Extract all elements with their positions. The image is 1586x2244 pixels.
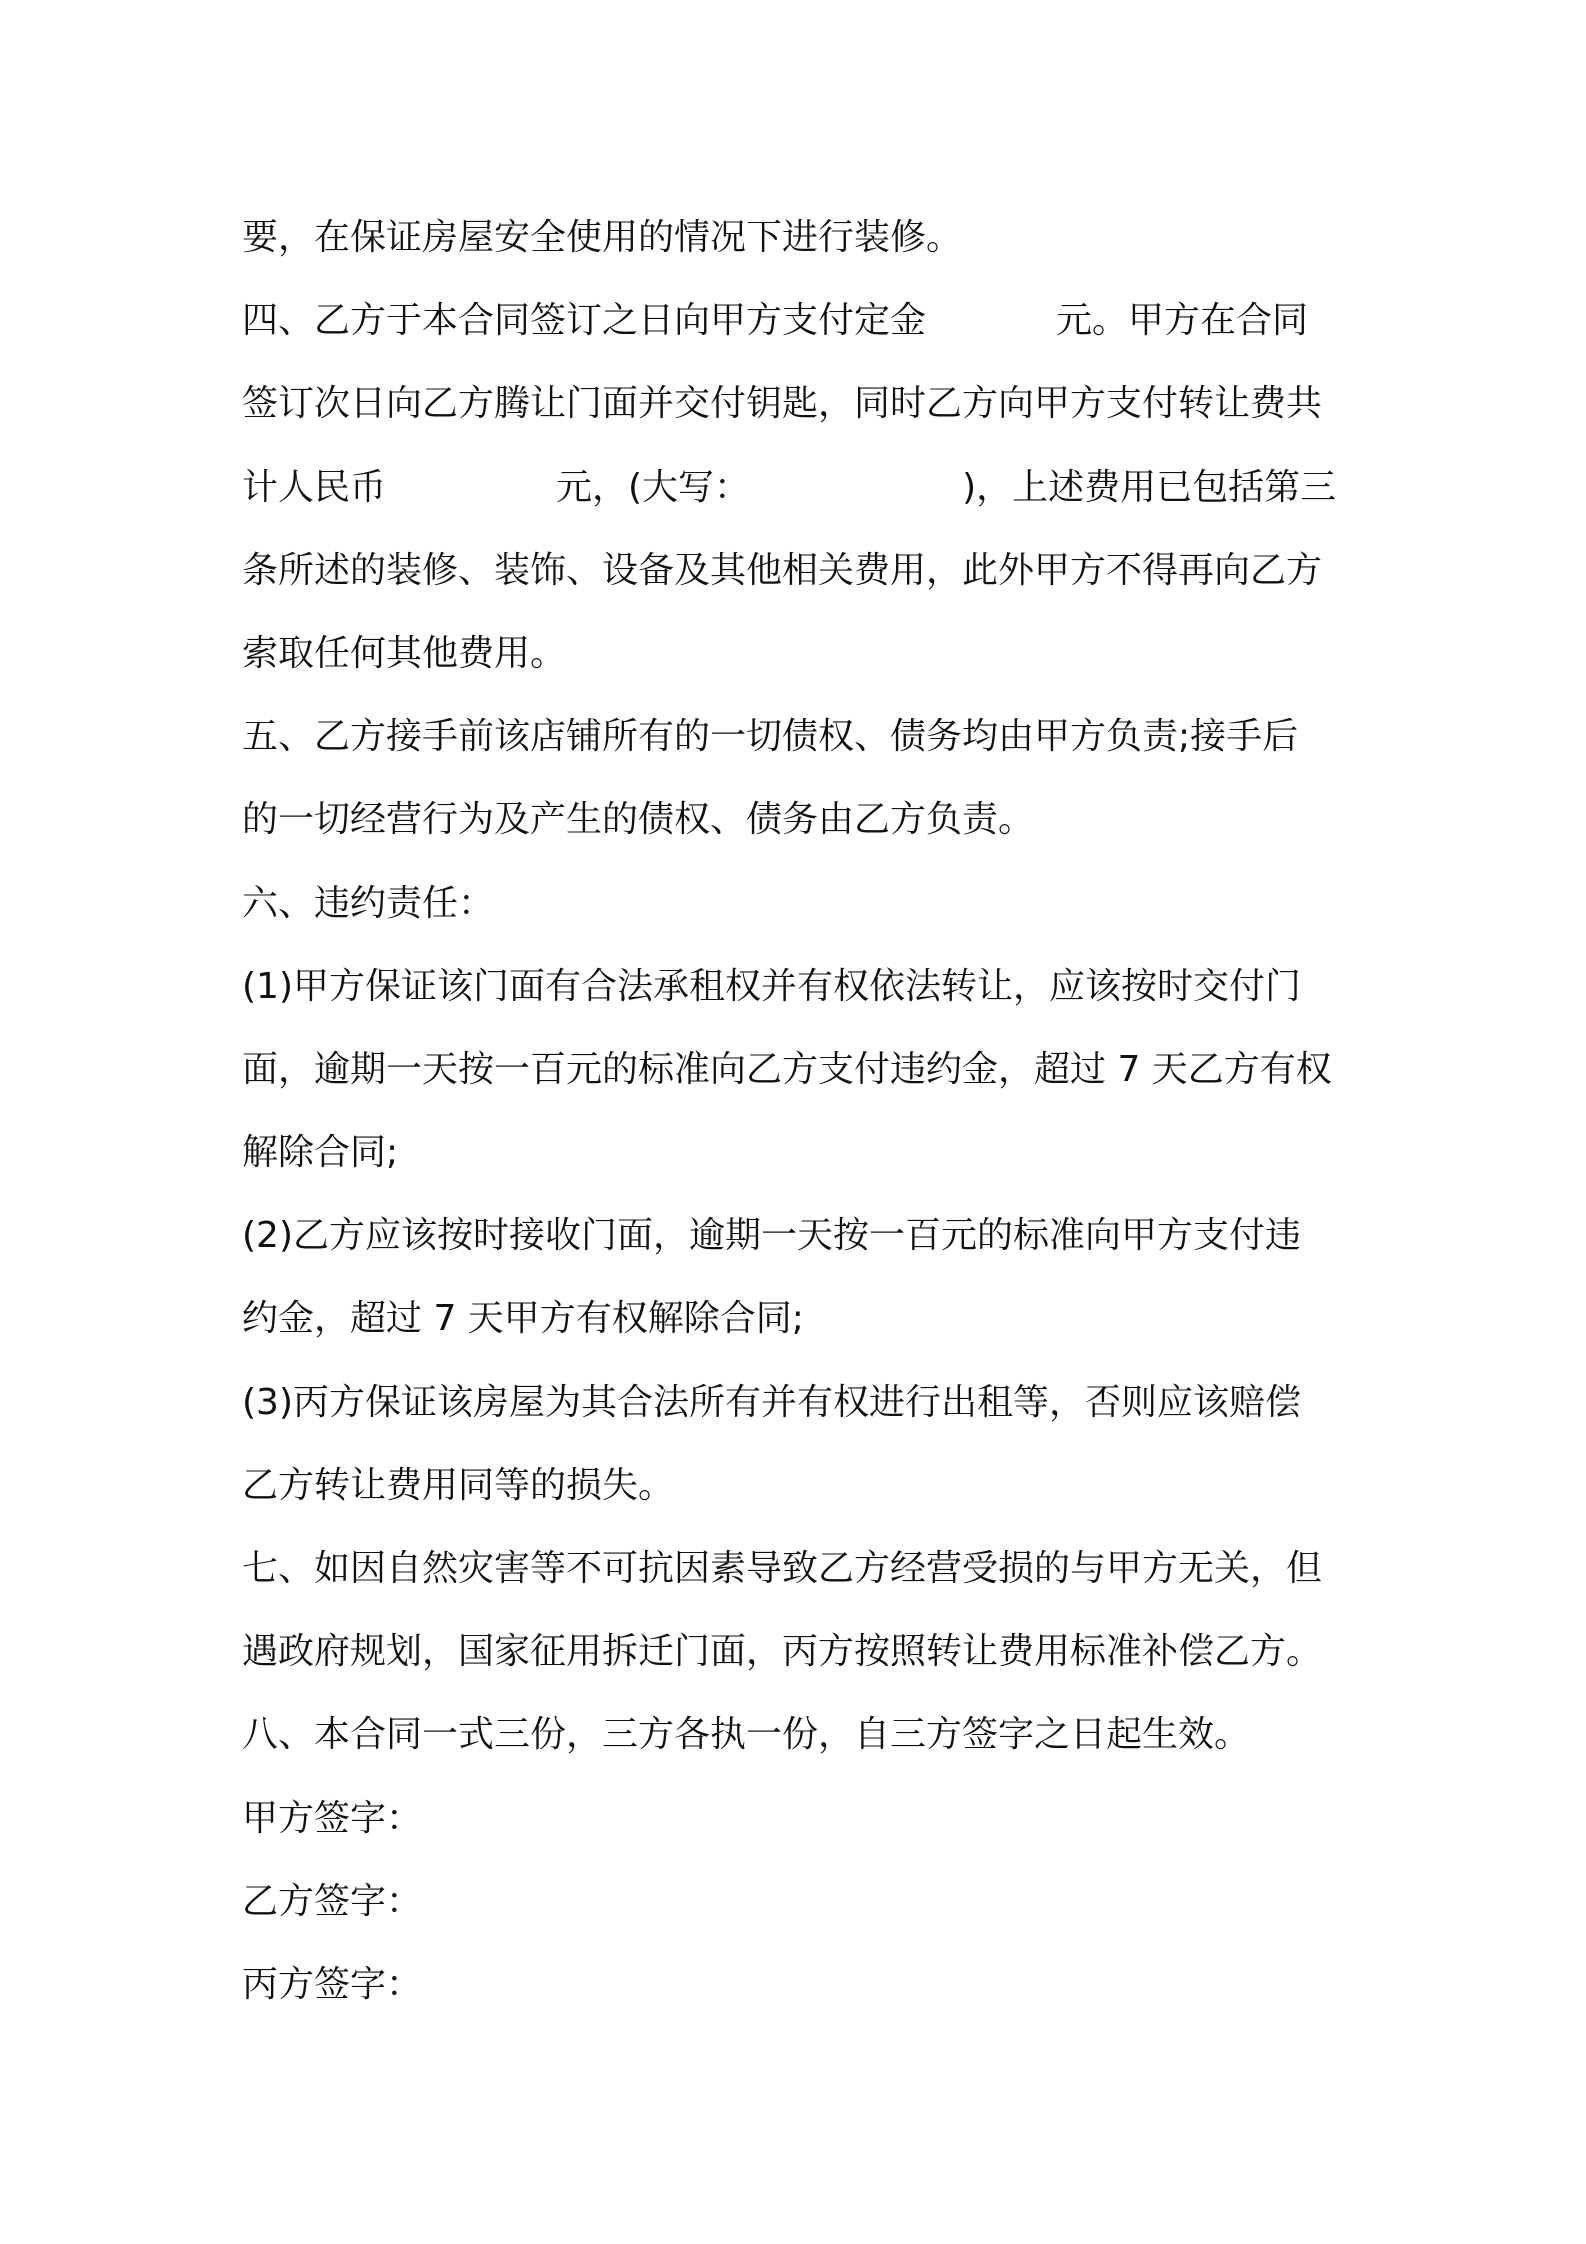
clause-7-line-1: 七、如因自然灾害等不可抗因素导致乙方经营受损的与甲方无关，但: [242, 1548, 1323, 1589]
clause-8: 八、本合同一式三份，三方各执一份，自三方签字之日起生效。: [242, 1714, 1251, 1756]
clause-4-daxie-text: 元，(大写：: [556, 466, 751, 508]
clause-6-item-1-line-3: 解除合同;: [242, 1132, 399, 1174]
clause-5-line-2: 的一切经营行为及产生的债权、债务由乙方负责。: [242, 799, 1035, 841]
clause-6-item-1-line-2: 面，逾期一天按一百元的标准向乙方支付违约金，超过 7 天乙方有权: [242, 1048, 1332, 1090]
party-c-signature-label: 丙方签字：: [242, 1963, 423, 2005]
clause-4-deposit-unit: 元。甲方在合同: [1056, 300, 1309, 342]
clause-6-item-3-line-1: (3)丙方保证该房屋为其合法所有并有权进行出租等，否则应该赔偿: [242, 1381, 1301, 1423]
party-b-signature-label: 乙方签字：: [242, 1880, 423, 1922]
clause-5-line-1: 五、乙方接手前该店铺所有的一切债权、债务均由甲方负责;接手后: [242, 716, 1299, 758]
party-a-signature-label: 甲方签字：: [242, 1797, 423, 1839]
clause-6-heading: 六、违约责任：: [242, 882, 495, 924]
clause-3-continuation: 要，在保证房屋安全使用的情况下进行装修。: [242, 217, 963, 258]
clause-4-deposit-text: 四、乙方于本合同签订之日向甲方支付定金: [242, 300, 927, 342]
clause-7-line-2: 遇政府规划，国家征用拆迁门面，丙方按照转让费用标准补偿乙方。: [242, 1631, 1323, 1673]
clause-6-item-2-line-2: 约金，超过 7 天甲方有权解除合同;: [242, 1298, 804, 1340]
clause-6-item-3-line-2: 乙方转让费用同等的损失。: [242, 1464, 675, 1506]
clause-4-line-1: [242, 279, 1362, 362]
clause-4-line-5: 索取任何其他费用。: [242, 632, 567, 674]
clause-6-item-2-line-1: (2)乙方应该按时接收门面，逾期一天按一百元的标准向甲方支付违: [242, 1215, 1301, 1257]
contract-body: [242, 196, 1362, 2026]
clause-4-line-4: 条所述的装修、装饰、设备及其他相关费用，此外甲方不得再向乙方: [242, 549, 1323, 591]
clause-4-line-2: 签订次日向乙方腾让门面并交付钥匙，同时乙方向甲方支付转让费共: [242, 383, 1323, 425]
clause-4-rmb-text: 计人民币: [242, 466, 387, 508]
clause-4-rest-text: )，上述费用已包括第三: [962, 466, 1337, 508]
clause-6-item-1-line-1: (1)甲方保证该门面有合法承租权并有权依法转让，应该按时交付门: [242, 965, 1301, 1007]
clause-4-line-3: [242, 446, 1362, 529]
